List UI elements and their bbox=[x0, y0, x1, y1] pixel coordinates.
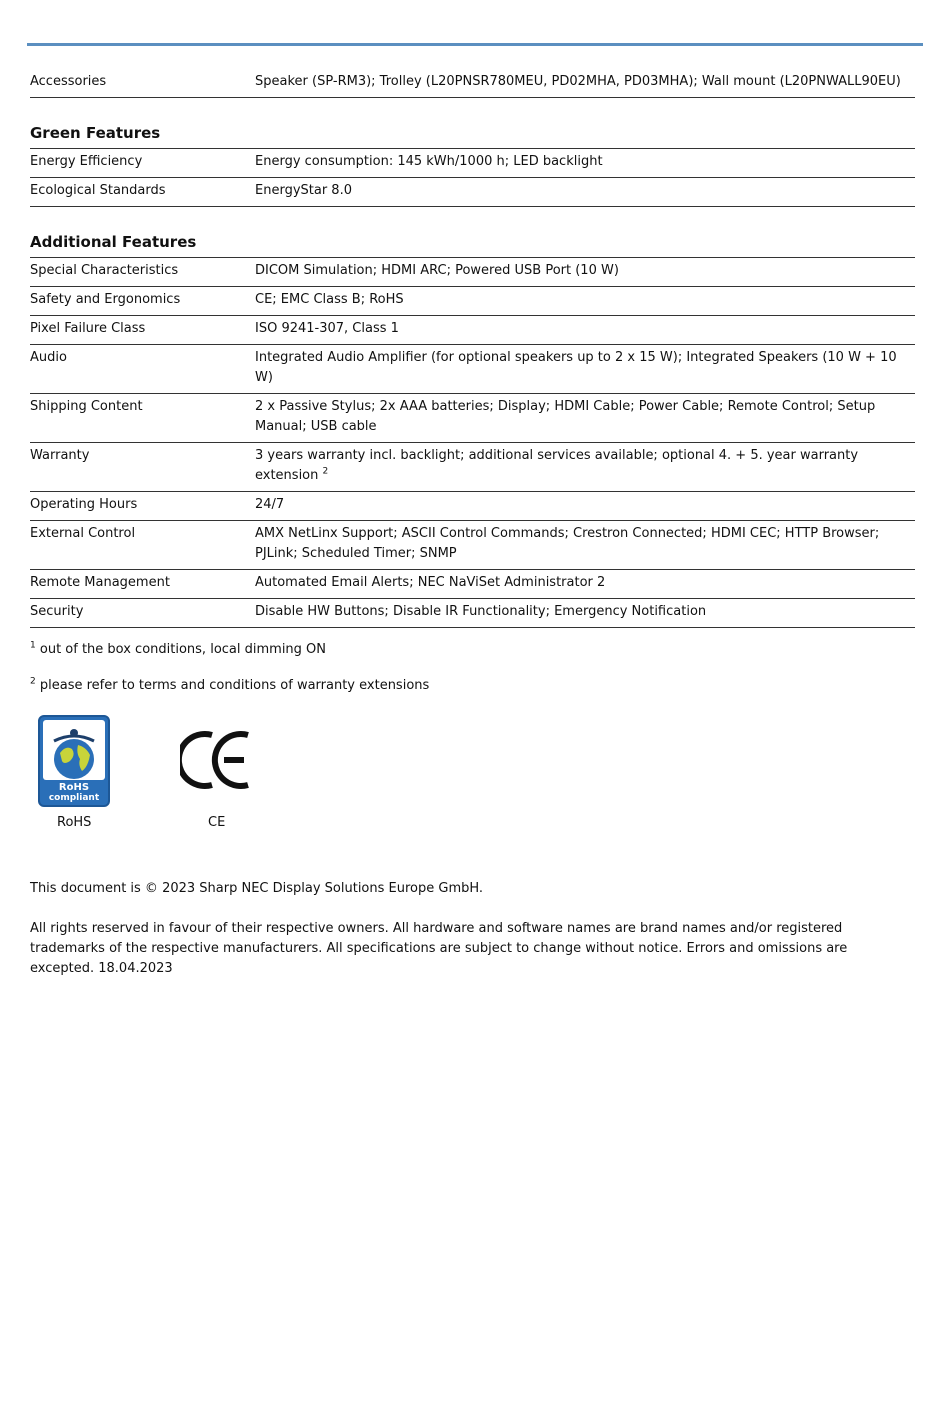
footnote-text: out of the box conditions, local dimming ON bbox=[39, 642, 327, 657]
footnote-mark: 2 bbox=[30, 676, 36, 687]
spec-label: Operating Hours bbox=[30, 497, 138, 512]
disclaimer-text: All rights reserved in favour of their respective owners. All hardware and software names are brand names and/or registered trademarks of the respective manufacturers. All specifications are subject to change without notice. Errors and omissions are excepted. 18.04.2023 bbox=[30, 921, 848, 976]
rohs-caption: RoHS bbox=[57, 815, 92, 830]
spec-label: Security bbox=[30, 604, 84, 619]
spec-value bbox=[255, 446, 915, 486]
spec-label: Ecological Standards bbox=[30, 183, 166, 198]
spec-value: Integrated Audio Amplifier (for optional speakers up to 2 x 15 W); Integrated Speakers (10 W + 10 W) bbox=[255, 350, 897, 385]
ce-mark-icon bbox=[180, 727, 252, 793]
spec-row bbox=[30, 316, 915, 345]
green-features-table bbox=[30, 149, 915, 207]
spec-row bbox=[30, 258, 915, 287]
spec-value: EnergyStar 8.0 bbox=[255, 183, 352, 198]
spec-value: Disable HW Buttons; Disable IR Functionality; Emergency Notification bbox=[255, 604, 707, 619]
spec-row bbox=[30, 178, 915, 207]
spec-value: Automated Email Alerts; NEC NaViSet Administrator 2 bbox=[255, 575, 606, 590]
spec-label: Safety and Ergonomics bbox=[30, 292, 181, 307]
spec-row bbox=[30, 287, 915, 316]
spec-label: Energy Efficiency bbox=[30, 154, 143, 169]
spec-label: Warranty bbox=[30, 448, 90, 463]
spec-row bbox=[30, 443, 915, 492]
spec-label: Remote Management bbox=[30, 575, 170, 590]
spec-row bbox=[30, 599, 915, 628]
section-title-green-features: Green Features bbox=[30, 122, 915, 149]
rohs-badge-label: RoHS bbox=[58, 782, 90, 793]
spec-row bbox=[30, 394, 915, 443]
rohs-badge-sublabel: compliant bbox=[48, 793, 100, 803]
additional-features-table bbox=[30, 258, 915, 628]
legal-notice bbox=[30, 879, 915, 999]
spec-content bbox=[30, 70, 915, 696]
footnote-1 bbox=[30, 640, 915, 660]
footnote-text: please refer to terms and conditions of warranty extensions bbox=[39, 678, 430, 693]
spec-value: 2 x Passive Stylus; 2x AAA batteries; Display; HDMI Cable; Power Cable; Remote Control; Setup Manual; USB cable bbox=[255, 399, 876, 434]
copyright-text: This document is © 2023 Sharp NEC Display Solutions Europe GmbH. bbox=[30, 881, 484, 896]
spec-label: Special Characteristics bbox=[30, 263, 179, 278]
spec-label: Audio bbox=[30, 350, 67, 365]
spec-value: ISO 9241-307, Class 1 bbox=[255, 321, 399, 336]
spec-row-accessories bbox=[30, 70, 915, 98]
person-icon bbox=[70, 729, 78, 737]
spec-row bbox=[30, 570, 915, 599]
ce-caption: CE bbox=[208, 815, 226, 830]
spec-row bbox=[30, 345, 915, 394]
spec-value: Energy consumption: 145 kWh/1000 h; LED backlight bbox=[255, 154, 603, 169]
spec-label: Shipping Content bbox=[30, 399, 143, 414]
spec-value: DICOM Simulation; HDMI ARC; Powered USB Port (10 W) bbox=[255, 263, 619, 278]
spec-value: CE; EMC Class B; RoHS bbox=[255, 292, 404, 307]
section-title-additional-features: Additional Features bbox=[30, 231, 915, 258]
spec-value: 24/7 bbox=[255, 497, 285, 512]
spec-label: Accessories bbox=[30, 74, 107, 89]
spec-value: Speaker (SP-RM3); Trolley (L20PNSR780MEU, PD02MHA, PD03MHA); Wall mount (L20PNWALL90EU) bbox=[255, 74, 901, 89]
spec-row bbox=[30, 521, 915, 570]
spec-row bbox=[30, 149, 915, 178]
footnote-2 bbox=[30, 676, 915, 696]
spec-label: Pixel Failure Class bbox=[30, 321, 146, 336]
spec-row bbox=[30, 492, 915, 521]
certification-logos bbox=[38, 715, 338, 840]
top-divider bbox=[27, 43, 923, 46]
rohs-compliant-icon bbox=[38, 715, 110, 809]
spec-label: External Control bbox=[30, 526, 136, 541]
footnote-mark: 1 bbox=[30, 640, 36, 651]
ce-letter-c bbox=[180, 734, 212, 786]
spec-value-text: 3 years warranty incl. backlight; additional services available; optional 4. + 5. year warranty extension bbox=[255, 448, 859, 483]
footnote-ref: 2 bbox=[322, 466, 329, 477]
spec-value: AMX NetLinx Support; ASCII Control Commands; Crestron Connected; HDMI CEC; HTTP Browser; PJLink; Scheduled Timer; SNMP bbox=[255, 526, 880, 561]
